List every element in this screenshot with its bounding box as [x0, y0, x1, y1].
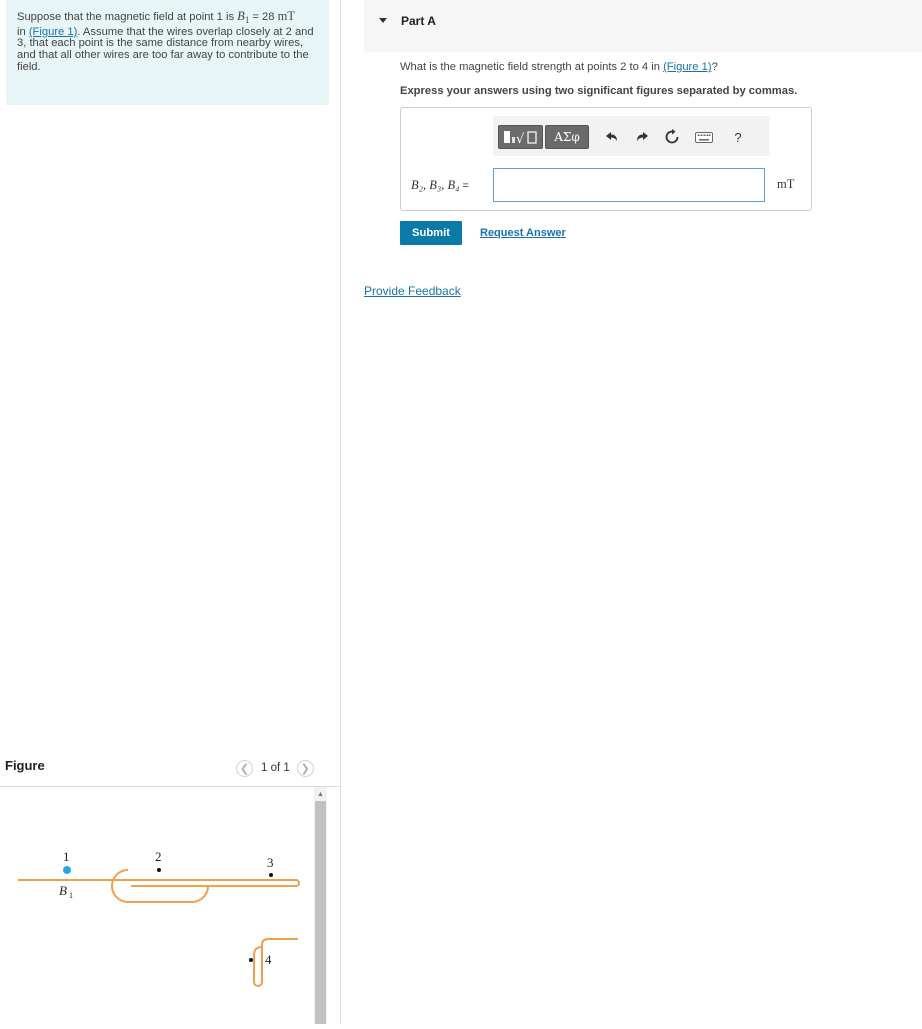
answer-label — [411, 178, 469, 193]
b1-unit: mT — [277, 9, 295, 23]
lower-bend — [254, 982, 262, 986]
prev-figure-button[interactable] — [236, 760, 253, 777]
answer-input[interactable] — [493, 168, 765, 202]
instruction-text: Express your answers using two significant figures separated by commas. — [400, 85, 798, 97]
svg-text:√: √ — [515, 132, 524, 145]
b1-equals: = 28 — [249, 11, 278, 23]
pager-text: 1 of 1 — [261, 762, 290, 774]
question-text — [400, 61, 718, 73]
scroll-up-icon[interactable]: ▲ — [317, 791, 324, 798]
reset-icon[interactable] — [661, 127, 683, 147]
figure-title: Figure — [5, 758, 45, 773]
label-2: 2 — [155, 849, 162, 864]
figure-pager — [236, 758, 314, 778]
answer-equals: = — [459, 180, 469, 192]
figure-area — [0, 787, 326, 1024]
figure-link[interactable]: (Figure 1) — [28, 25, 78, 38]
math-toolbar — [493, 116, 769, 156]
caret-down-icon[interactable] — [379, 18, 387, 23]
point-4-dot — [249, 958, 253, 962]
next-figure-button[interactable] — [297, 760, 314, 777]
label-b: B — [59, 883, 67, 898]
help-icon[interactable]: ? — [734, 129, 742, 145]
figure-scrollbar[interactable] — [314, 787, 327, 1024]
b1-variable: B — [237, 9, 245, 23]
point-2-dot — [157, 868, 161, 872]
question-text-1: What is the magnetic field strength at points 2 to 4 in — [400, 61, 664, 73]
chevron-left-icon: ❮ — [239, 762, 250, 775]
question-figure-link[interactable]: (Figure 1) — [663, 61, 712, 73]
lower-wire — [254, 939, 298, 982]
intro-text-2: in — [17, 25, 29, 38]
answer-box — [400, 107, 812, 211]
undo-icon[interactable] — [601, 127, 623, 147]
request-answer-link[interactable]: Request Answer — [480, 227, 566, 239]
label-3: 3 — [267, 855, 274, 870]
chevron-right-icon: ❯ — [300, 762, 310, 775]
label-b-sub: 1 — [69, 891, 73, 900]
figure-header — [0, 750, 340, 787]
label-4: 4 — [265, 952, 272, 967]
answer-unit: mT — [777, 177, 795, 191]
b1-subscript: 1 — [244, 15, 250, 26]
wire-figure — [0, 787, 314, 1024]
greek-button[interactable]: ΑΣφ — [545, 125, 589, 149]
redo-icon[interactable] — [631, 127, 653, 147]
keyboard-icon[interactable] — [693, 127, 715, 147]
provide-feedback-link[interactable]: Provide Feedback — [364, 284, 461, 298]
part-title: Part A — [401, 14, 436, 28]
templates-icon — [503, 129, 539, 145]
intro-text-3: . Assume that the wires overlap closely at 2 and 3, that each point is the same distance from nearby wires, and that all other wires are too far away to contribute to the field. — [17, 25, 314, 73]
templates-button[interactable] — [498, 125, 543, 149]
point-3-dot — [269, 873, 273, 877]
intro-text-1: Suppose that the magnetic field at point 1 is — [17, 11, 238, 23]
left-panel — [0, 0, 341, 1024]
answer-variables: B₂, B₃, B₄ — [411, 178, 460, 192]
question-text-2: ? — [711, 61, 718, 73]
label-1: 1 — [63, 849, 70, 864]
submit-button[interactable]: Submit — [400, 221, 462, 245]
scroll-thumb[interactable] — [315, 801, 326, 1024]
problem-intro — [6, 0, 329, 105]
part-a-header[interactable] — [364, 0, 922, 52]
point-1-dot — [63, 866, 71, 874]
